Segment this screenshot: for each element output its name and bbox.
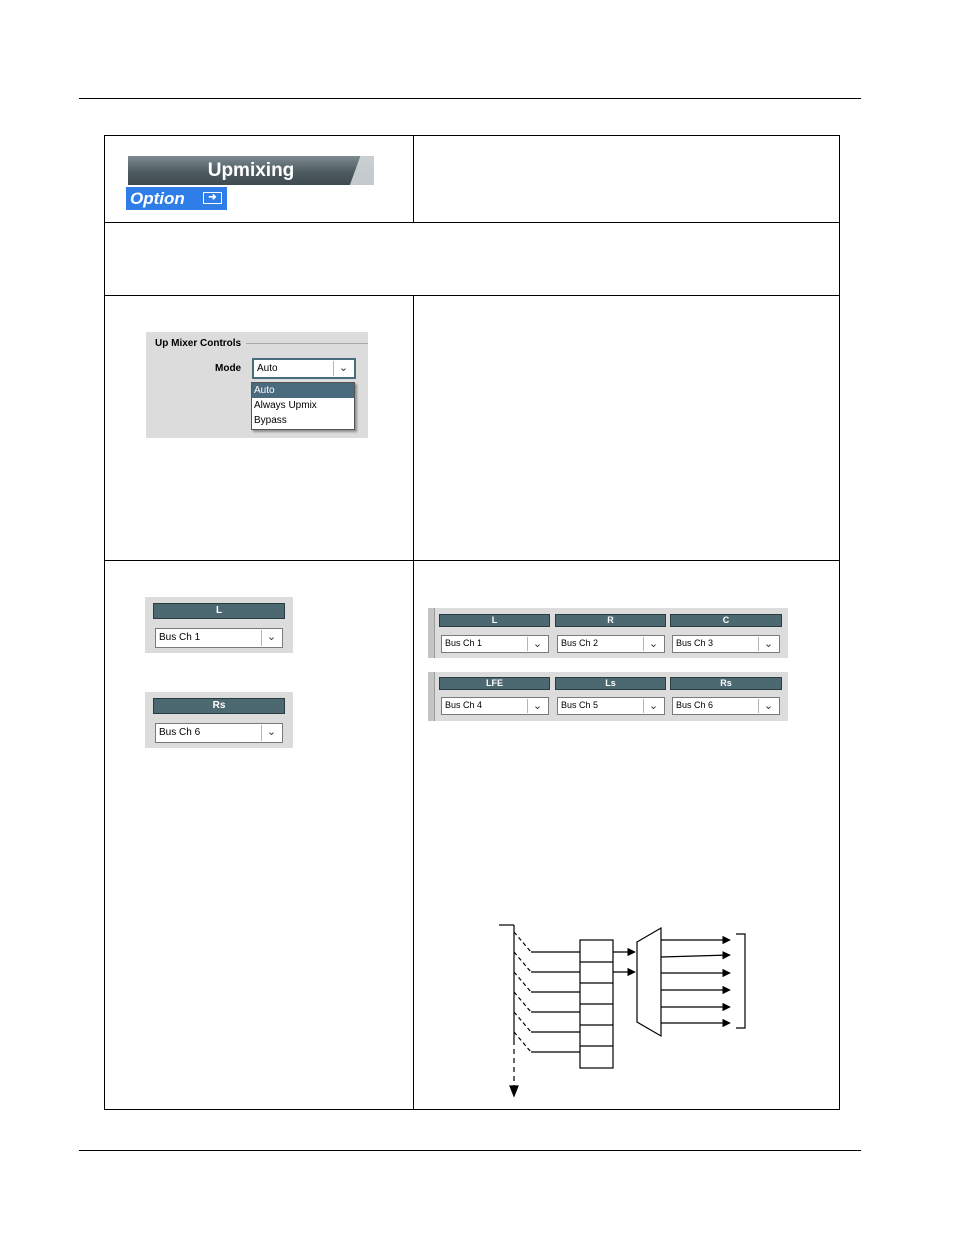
channel-header: LFE [439,677,550,690]
channel-header: L [153,603,285,619]
chevron-down-icon[interactable]: ⌄ [758,637,778,651]
mode-value: Auto [257,363,278,374]
chevron-down-icon[interactable]: ⌄ [643,637,663,651]
chevron-down-icon[interactable]: ⌄ [333,361,353,376]
mode-label: Mode [215,363,242,374]
channel-header: Rs [670,677,782,690]
chevron-down-icon[interactable]: ⌄ [527,637,547,651]
channel-header: C [670,614,782,627]
channel-value: Bus Ch 1 [159,632,201,643]
channel-value: Bus Ch 6 [159,727,201,738]
chevron-down-icon[interactable]: ⌄ [643,699,663,713]
chevron-down-icon[interactable]: ⌄ [758,699,778,713]
channel-value: Bus Ch 3 [676,638,714,648]
chevron-down-icon[interactable]: ⌄ [527,699,547,713]
option-always-upmix[interactable]: Always Upmix [254,400,317,411]
group-title: Up Mixer Controls [155,338,242,349]
channel-header: R [555,614,666,627]
channel-value: Bus Ch 5 [561,700,599,710]
option-label: Option [130,189,185,208]
channel-header: Rs [153,698,285,714]
channel-value: Bus Ch 2 [561,638,599,648]
channel-value: Bus Ch 6 [676,700,714,710]
chevron-down-icon[interactable]: ⌄ [261,725,281,741]
channel-header: Ls [555,677,666,690]
option-bypass[interactable]: Bypass [254,415,287,426]
arrow-into-box-icon: ➜ [203,192,222,204]
channel-value: Bus Ch 1 [445,638,483,648]
banner-title: Upmixing [207,160,295,181]
chevron-down-icon[interactable]: ⌄ [261,630,281,646]
channel-header: L [439,614,550,627]
channel-value: Bus Ch 4 [445,700,483,710]
option-auto[interactable]: Auto [252,383,354,398]
